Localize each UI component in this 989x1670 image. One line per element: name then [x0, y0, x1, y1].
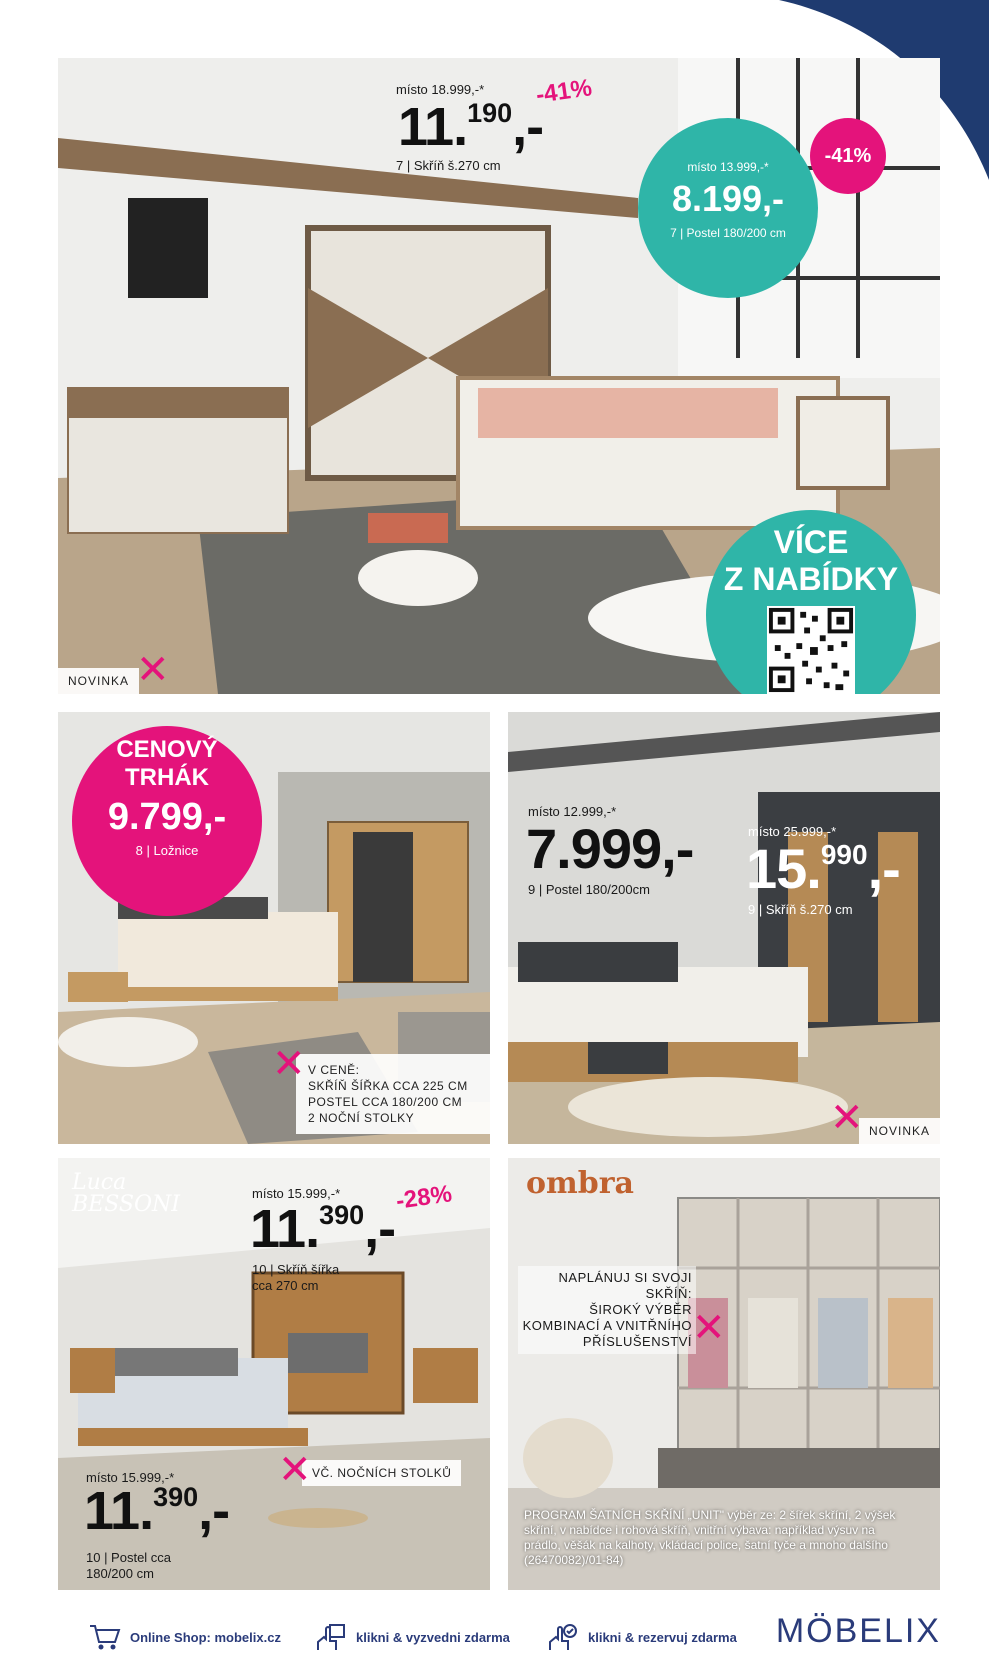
price-hit-circle — [72, 726, 262, 916]
bed4-price — [84, 1480, 229, 1542]
qr-code-icon[interactable] — [767, 606, 855, 694]
x-brand-mark: ✕ — [272, 1041, 306, 1087]
more-offers-line1: VÍCE — [773, 524, 849, 560]
wardrobe-price — [398, 96, 543, 158]
dark-bedroom-panel — [508, 712, 940, 1144]
novinka-badge: NOVINKA — [58, 668, 139, 694]
dark-bedroom-photo — [508, 712, 940, 1144]
bed4-price-main: 11. — [84, 1481, 154, 1541]
x-brand-mark: ✕ — [278, 1447, 312, 1493]
price-hit-desc: 8 | Ložnice — [135, 843, 199, 858]
wardrobe3-desc: 9 | Skříň š.270 cm — [748, 902, 853, 917]
click-reserve-label: klikni & rezervuj zdarma — [588, 1629, 737, 1645]
wardrobe4-price-main: 11. — [250, 1199, 320, 1259]
more-offers-line2: Z NABÍDKY — [723, 561, 899, 597]
headline-line: ŠIROKÝ VÝBĚR — [589, 1302, 692, 1317]
bessoni-bedroom-panel — [58, 1158, 490, 1590]
wardrobe-old-price: místo 18.999,-* — [396, 82, 485, 97]
wardrobe-price-suffix: ,- — [512, 97, 544, 157]
bessoni-brand-logo: Luca BESSONI — [72, 1170, 180, 1217]
wardrobe-desc: 7 | Skříň š.270 cm — [396, 158, 501, 173]
ombra-wardrobe-panel — [508, 1158, 940, 1590]
bed-price: 8.199,- — [671, 178, 785, 219]
more-offers-circle[interactable] — [706, 510, 916, 694]
bed-discount: -41% — [824, 145, 872, 167]
wardrobe3-price-main: 15. — [746, 837, 821, 900]
included-item: 2 NOČNÍ STOLKY — [308, 1111, 415, 1125]
included-item: SKŘÍŇ ŠÍŘKA CCA 225 CM — [308, 1079, 468, 1093]
novinka-badge: NOVINKA — [859, 1118, 940, 1144]
x-brand-mark: ✕ — [692, 1305, 726, 1351]
bed4-price-cents: 390 — [153, 1482, 199, 1513]
bed3-desc: 9 | Postel 180/200cm — [528, 882, 650, 897]
wardrobe-program-footnote: PROGRAM ŠATNÍCH SKŘÍNÍ „UNIT" výběr ze: 2 šířek skříní, 2 výšek skříní, v nabídce i rohová skříň, vnitřní výbava: například výsuv na prádlo, věšák na kalhoty, vkládací police, šatní tyče a mnoho dalšího (26470082)/01-84) — [524, 1508, 896, 1567]
wardrobe-price-main: 11. — [398, 97, 468, 157]
click-reserve-link[interactable] — [546, 1622, 737, 1652]
price-hit-title1: CENOVÝ — [116, 736, 218, 763]
ombra-brand-logo: ombra — [526, 1166, 634, 1201]
bed4-price-suffix: ,- — [198, 1481, 230, 1541]
included-items-box — [296, 1054, 490, 1134]
headline-line: PŘÍSLUŠENSTVÍ — [582, 1334, 692, 1349]
headline-line: KOMBINACÍ A VNITŘNÍHO — [522, 1318, 692, 1333]
mobelix-logo[interactable]: MÖBELIX — [775, 1612, 941, 1650]
price-hit-price: 9.799,- — [107, 796, 227, 838]
footer-bar — [0, 1600, 989, 1670]
price-hit-title2: TRHÁK — [125, 764, 209, 791]
bed3-old-price: místo 12.999,-* — [528, 804, 617, 819]
wardrobe3-price — [746, 836, 900, 901]
wardrobe-discount: -41% — [534, 74, 594, 109]
wardrobe3-price-cents: 990 — [820, 839, 868, 871]
wardrobe4-price-suffix: ,- — [364, 1199, 396, 1259]
x-brand-mark: ✕ — [136, 647, 170, 693]
wardrobe4-price — [250, 1198, 395, 1260]
shopping-cart-icon — [88, 1622, 122, 1652]
bed-desc: 7 | Postel 180/200 cm — [670, 226, 786, 240]
click-collect-link[interactable] — [314, 1622, 510, 1652]
included-item: POSTEL CCA 180/200 CM — [308, 1095, 463, 1109]
bedroom-set-panel — [58, 712, 490, 1144]
online-shop-link[interactable] — [88, 1622, 281, 1652]
wardrobe4-desc2: cca 270 cm — [252, 1278, 319, 1293]
wardrobe3-old-price: místo 25.999,-* — [748, 824, 837, 839]
x-brand-mark: ✕ — [830, 1095, 864, 1141]
included-title: V CENĚ: — [308, 1063, 360, 1077]
click-collect-label: klikni & vyzvedni zdarma — [356, 1629, 510, 1645]
bed4-desc1: 10 | Postel cca — [86, 1550, 172, 1565]
bed4-old-price: místo 15.999,-* — [86, 1470, 175, 1485]
bed-old-price: místo 13.999,-* — [687, 160, 769, 174]
bed-price-circle — [638, 118, 818, 298]
nightstands-included-tag: VČ. NOČNÍCH STOLKŮ — [302, 1460, 461, 1486]
hero-bedroom-panel — [58, 58, 940, 694]
wardrobe4-old-price: místo 15.999,-* — [252, 1186, 341, 1201]
headline-line: NAPLÁNUJ SI SVOJI SKŘÍŇ: — [558, 1270, 692, 1301]
wardrobe3-price-suffix: ,- — [867, 837, 900, 900]
bed4-desc2: 180/200 cm — [86, 1566, 154, 1581]
wardrobe4-discount: -28% — [394, 1180, 454, 1215]
online-shop-label: Online Shop: mobelix.cz — [130, 1629, 281, 1645]
wardrobe4-desc1: 10 | Skříň šířka — [252, 1262, 340, 1277]
bed-discount-badge — [810, 118, 886, 194]
wardrobe-price-cents: 190 — [467, 98, 513, 129]
bed3-price: 7.999,- — [526, 817, 694, 880]
wardrobe-planner-headline — [518, 1266, 696, 1354]
wardrobe4-price-cents: 390 — [319, 1200, 365, 1231]
click-reserve-icon — [546, 1622, 580, 1652]
click-collect-icon — [314, 1622, 348, 1652]
